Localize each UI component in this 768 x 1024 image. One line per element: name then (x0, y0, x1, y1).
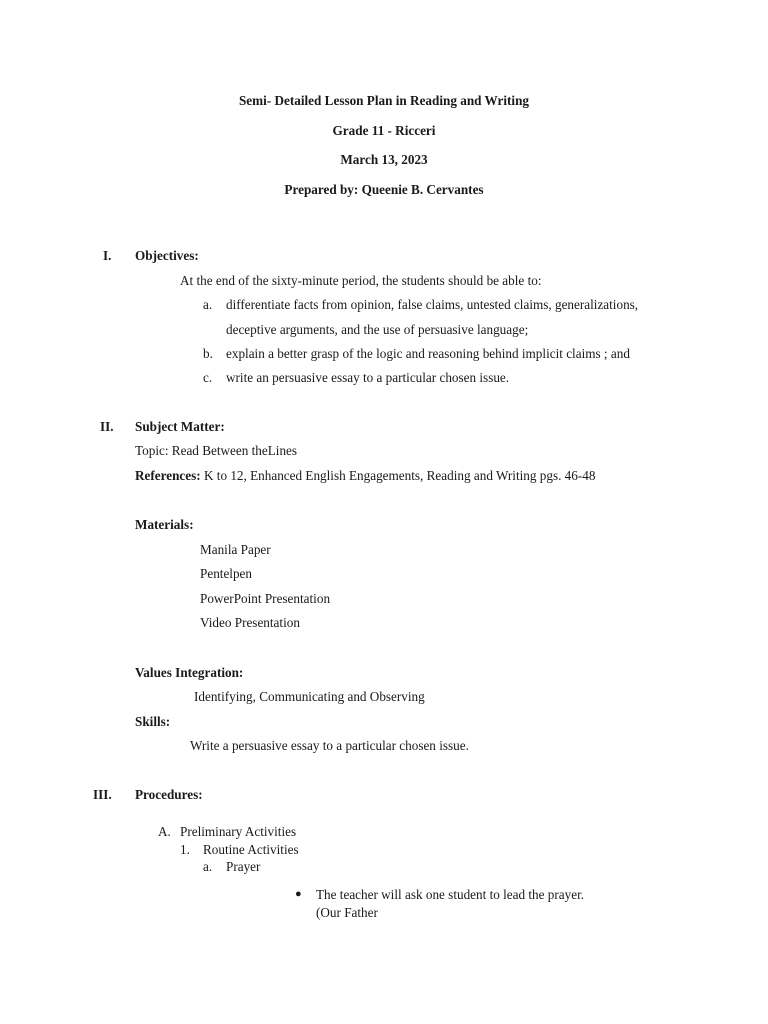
grade-section: Grade 11 - Ricceri (332, 123, 436, 138)
section-numeral-procedures: III. (93, 787, 112, 802)
objective-item-b: explain a better grasp of the logic and reasoning behind implicit claims ; and (226, 346, 630, 361)
objective-marker: a. (203, 297, 213, 312)
topic-line: Topic: Read Between theLines (135, 443, 298, 458)
objective-item-a-line1: differentiate facts from opinion, false claims, untested claims, generalizations, (226, 297, 639, 312)
preliminary-activities: Preliminary Activities (180, 824, 297, 839)
objective-item-a-line2: deceptive arguments, and the use of persuasive language; (226, 322, 529, 337)
skills-heading: Skills: (135, 714, 171, 729)
prepared-by: Prepared by: Queenie B. Cervantes (284, 182, 484, 197)
materials-heading: Materials: (135, 517, 194, 532)
procedure-marker: 1. (180, 842, 190, 857)
prayer-instruction: The teacher will ask one student to lead the prayer. (316, 887, 585, 902)
prayer-label: Prayer (226, 859, 261, 874)
references-line (135, 468, 595, 484)
subject-matter-heading: Subject Matter: (135, 419, 225, 434)
references-text: K to 12, Enhanced English Engagements, Reading and Writing pgs. 46-48 (203, 468, 596, 483)
material-item: Video Presentation (200, 615, 300, 630)
lesson-date: March 13, 2023 (340, 152, 428, 167)
skills-text: Write a persuasive essay to a particular chosen issue. (190, 738, 469, 753)
prayer-detail: (Our Father (316, 905, 378, 920)
references-label: References: (135, 468, 201, 483)
procedures-heading: Procedures: (135, 787, 203, 802)
objectives-intro: At the end of the sixty-minute period, the students should be able to: (180, 273, 542, 288)
objectives-heading: Objectives: (135, 248, 199, 263)
section-numeral-subject-matter: II. (100, 419, 114, 434)
objective-item-c: write an persuasive essay to a particular chosen issue. (226, 370, 510, 385)
document-title: Semi- Detailed Lesson Plan in Reading and Writing (238, 93, 530, 108)
section-numeral-objectives: I. (103, 248, 112, 263)
routine-activities: Routine Activities (203, 842, 299, 857)
bullet-icon: ● (295, 888, 302, 900)
material-item: Manila Paper (200, 542, 271, 557)
values-integration-text: Identifying, Communicating and Observing (194, 689, 425, 704)
objective-marker: c. (203, 370, 213, 385)
objective-marker: b. (203, 346, 213, 361)
material-item: Pentelpen (200, 566, 253, 581)
values-integration-heading: Values Integration: (135, 665, 244, 680)
procedure-marker: a. (203, 859, 213, 874)
procedure-marker: A. (158, 824, 171, 839)
material-item: PowerPoint Presentation (200, 591, 331, 606)
